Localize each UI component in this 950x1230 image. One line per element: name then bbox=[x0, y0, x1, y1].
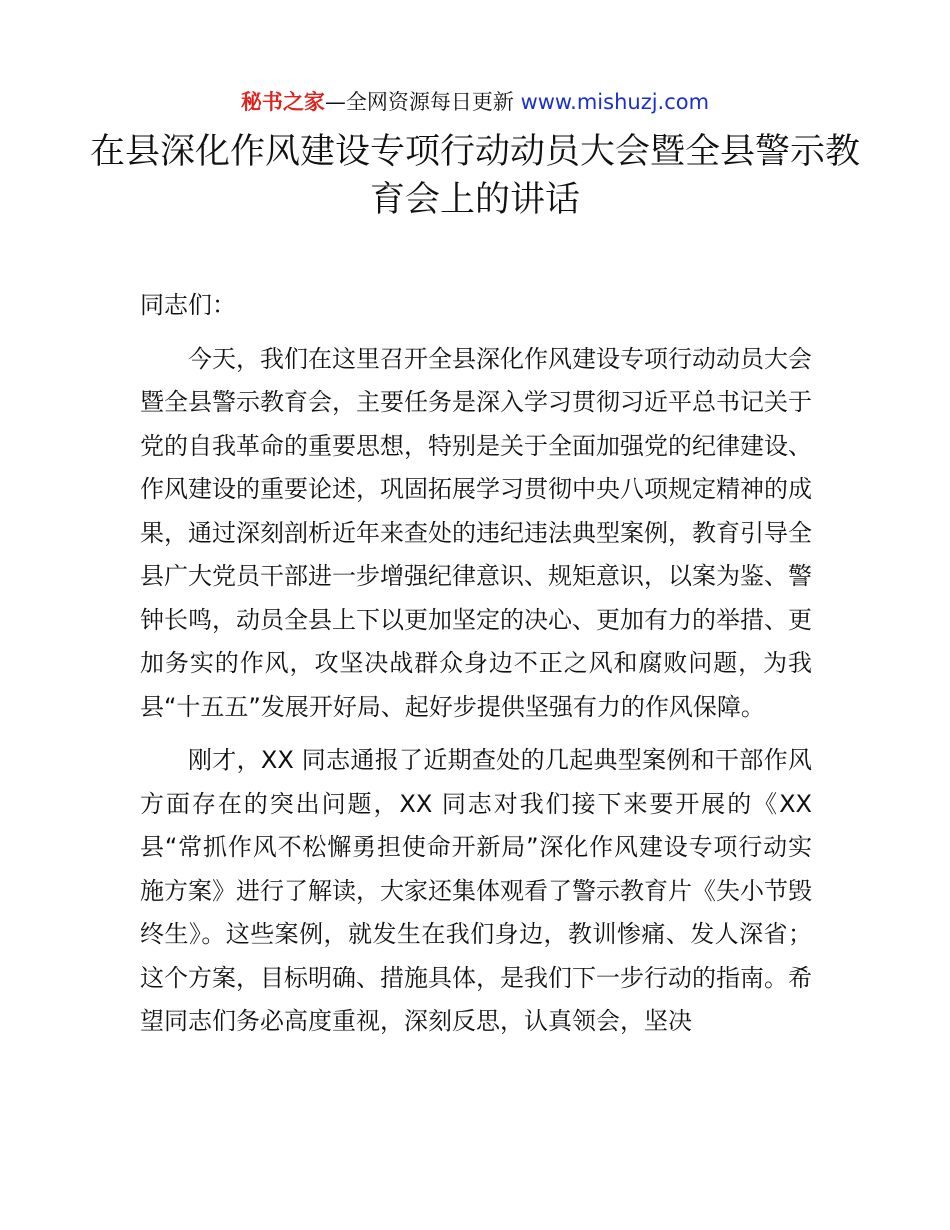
paragraph-1: 今天，我们在这里召开全县深化作风建设专项行动动员大会暨全县警示教育会，主要任务是深入学习贯彻习近平总书记关于党的自我革命的重要思想，特别是关于全面加强党的纪律建设、作风建设的重要论述，巩固拓展学习贯彻中央八项规定精神的成果，通过深刻剖析近年来查处的违纪违法典型案例，教育引导全县广大党员干部进一步增强纪律意识、规矩意识，以案为鉴、警钟长鸣，动员全县上下以更加坚定的决心、更加有力的举措、更加务实的作风，攻坚决战群众身边不正之风和腐败问题，为我县“十五五”发展开好局、起好步提供坚强有力的作风保障。 bbox=[140, 344, 812, 721]
document-title: 在县深化作风建设专项行动动员大会暨全县警示教育会上的讲话 bbox=[89, 132, 860, 220]
header-tagline: —全网资源每日更新 bbox=[324, 90, 521, 114]
document-body bbox=[140, 284, 812, 1054]
brand-name: 秘书之家 bbox=[240, 90, 325, 114]
salutation: 同志们： bbox=[140, 291, 236, 319]
site-url-link[interactable]: www.mishuzj.com bbox=[520, 90, 710, 114]
paragraph-2: 刚才，XX 同志通报了近期查处的几起典型案例和干部作风方面存在的突出问题，XX 同志对我们接下来要开展的《XX 县“常抓作风不松懈勇担使命开新局”深化作风建设专项行动实施方案》进行了解读，大家还集体观看了警示教育片《失小节毁终生》。这些案例，就发生在我们身边，教训惨痛、发人深省；这个方案，目标明确、措施具体，是我们下一步行动的指南。希望同志们务必高度重视，深刻反思，认真领会，坚决 bbox=[140, 746, 812, 1035]
site-header bbox=[0, 88, 950, 116]
